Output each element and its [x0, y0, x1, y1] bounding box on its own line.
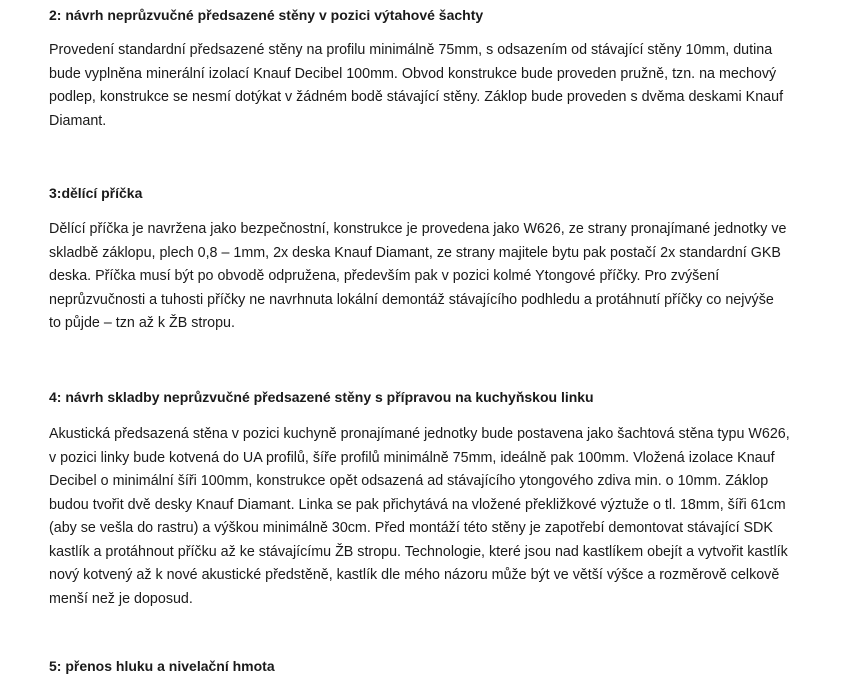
section-paragraph [49, 218, 829, 336]
paragraph-line: deska. Příčka musí být po obvodě odpružena, především pak v pozici kolmé Ytongové příčky. Pro zvýšení [49, 268, 720, 284]
section-heading: 5: přenos hluku a nivelační hmota [49, 658, 275, 674]
paragraph-line: kastlík a protáhnout příčku až ke stávajícímu ŽB stropu. Technologie, které jsou nad kastlíkem obejít a vytvořit kastlík [49, 543, 788, 560]
paragraph-line: menší než je doposud. [49, 590, 193, 607]
paragraph-line: neprůzvučnosti a tuhosti příčky ne navrhnuta lokální demontáž stávajícího podhledu a protáhnutí příčky co nejvýše [49, 291, 774, 308]
section-heading: 4: návrh skladby neprůzvučné předsazené stěny s přípravou na kuchyňskou linku [49, 389, 594, 405]
paragraph-line: to půjde – tzn až k ŽB stropu. [49, 315, 235, 331]
section-heading: 3:dělící příčka [49, 185, 143, 201]
paragraph-line: Decibel o minimální šíři 100mm, konstrukce opět odsazená ad stávajícího ytongového zdiva min. o 10mm. Záklop [49, 473, 769, 489]
paragraph-line: skladbě záklopu, plech 0,8 – 1mm, 2x deska Knauf Diamant, ze strany majitele bytu pak postačí 2x standardní GKB [49, 244, 781, 261]
paragraph-line: podlep, konstrukce se nesmí dotýkat v žádném bodě stávající stěny. Záklop bude proveden s dvěma deskami Knauf [49, 89, 784, 105]
paragraph-line: Akustická předsazená stěna v pozici kuchyně pronajímané jednotky bude postavena jako šachtová stěna typu W626, [49, 426, 790, 442]
paragraph-line: nový kotvený až k nové akustické předstěně, kastlík dle mého názoru může být ve větší výšce a rozměrově celkově [49, 567, 780, 583]
section-paragraph [49, 423, 829, 611]
paragraph-line: bude vyplněna minerální izolací Knauf Decibel 100mm. Obvod konstrukce bude proveden pružně, tzn. na mechový [49, 65, 777, 82]
paragraph-line: (aby se vešla do rastru) a výškou minimálně 30cm. Před montáží této stěny je zapotřebí demontovat stávající SDK [49, 520, 773, 536]
paragraph-line: Diamant. [49, 112, 107, 129]
paragraph-line: budou tvořit dvě desky Knauf Diamant. Linka se pak přichytává na vložené překližkové výztuže o tl. 18mm, šíři 61cm [49, 496, 786, 513]
paragraph-line: Provedení standardní předsazené stěny na profilu minimálně 75mm, s odsazením od stávající stěny 10mm, dutina [49, 42, 773, 58]
section-paragraph [49, 39, 829, 133]
paragraph-line: Dělící příčka je navržena jako bezpečnostní, konstrukce je provedena jako W626, ze strany pronajímané jednotky ve [49, 221, 787, 237]
section-heading: 2: návrh neprůzvučné předsazené stěny v pozici výtahové šachty [49, 7, 484, 23]
paragraph-line: v pozici linky bude kotvená do UA profilů, šíře profilů minimálně 75mm, ideálně pak 100mm. Vložená izolace Knauf [49, 449, 775, 466]
